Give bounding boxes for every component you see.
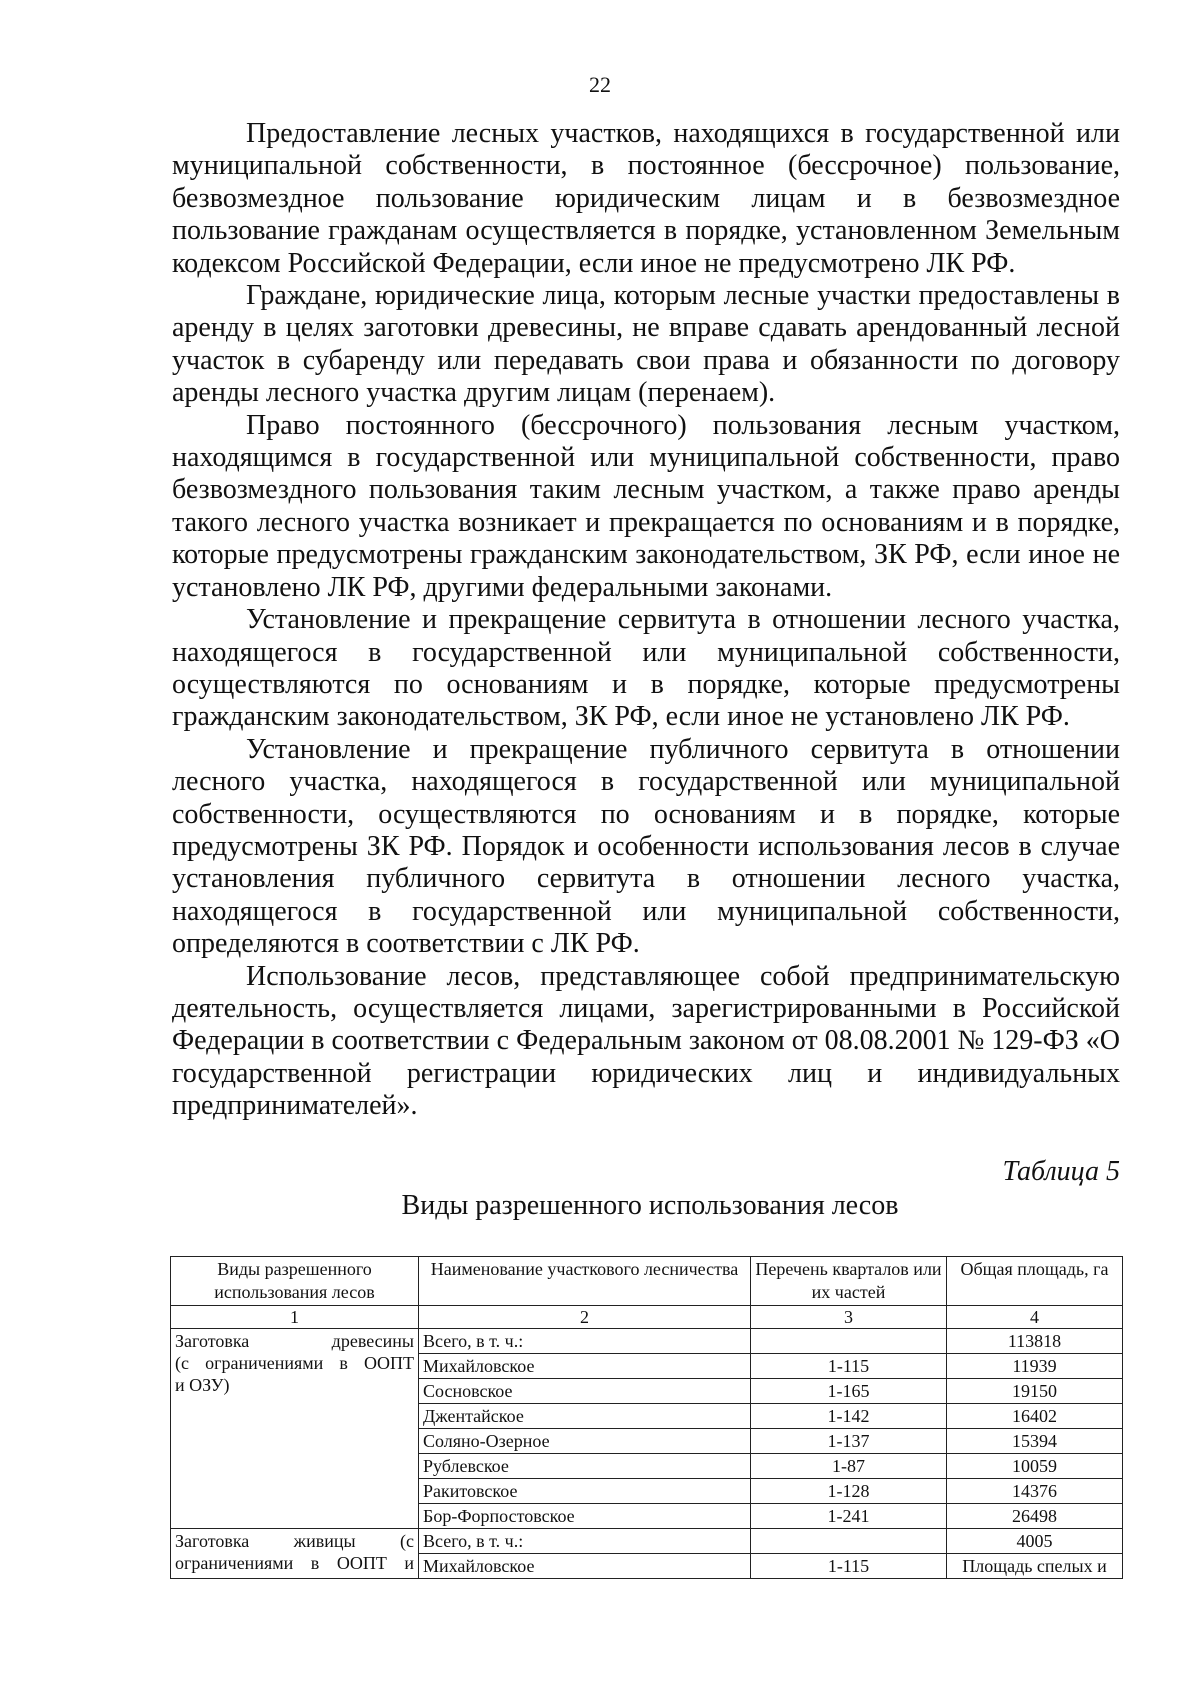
use-type-line: Заготовка живицы (с [175, 1531, 414, 1551]
area-cell: 113818 [947, 1329, 1123, 1354]
paragraph: Установление и прекращение публичного сервитута в отношении лесного участка, находящегося в государственной или муниципальной собственности, осуществляются по основаниям и в порядке, которые предусмотрены ЗК РФ. Порядок и особенности использования лесов в случае установления публичного сервитута в отношении лесного участка, находящегося в государственной или муниципальной собственности, определяются в соответствии с ЛК РФ. [172, 733, 1120, 960]
quarters-cell: 1-115 [751, 1554, 947, 1579]
table-body [171, 1329, 1123, 1579]
quarters-cell: 1-137 [751, 1429, 947, 1454]
forestry-cell: Всего, в т. ч.: [419, 1529, 751, 1554]
quarters-cell: 1-142 [751, 1404, 947, 1429]
quarters-cell: 1-241 [751, 1504, 947, 1529]
area-cell: 26498 [947, 1504, 1123, 1529]
forestry-cell: Сосновское [419, 1379, 751, 1404]
table-container [170, 1256, 1122, 1579]
use-type-line: и ОЗУ) [175, 1375, 230, 1395]
use-type-cell [171, 1329, 419, 1529]
column-header: Виды разрешенного использования лесов [171, 1257, 419, 1306]
forestry-cell: Бор-Форпостовское [419, 1504, 751, 1529]
quarters-cell: 1-165 [751, 1379, 947, 1404]
column-header: Общая площадь, га [947, 1257, 1123, 1306]
paragraph: Установление и прекращение сервитута в отношении лесного участка, находящегося в государственной или муниципальной собственности, осуществляются по основаниям и в порядке, которые предусмотрены гражданским законодательством, ЗК РФ, если иное не установлено ЛК РФ. [172, 604, 1120, 733]
paragraph: Право постоянного (бессрочного) пользования лесным участком, находящимся в государственной или муниципальной собственности, право безвозмездного пользования таким лесным участком, а также право аренды такого лесного участка возникает и прекращается по основаниям и в порядке, которые предусмотрены гражданским законодательством, ЗК РФ, если иное не установлено ЛК РФ, другими федеральными законами. [172, 409, 1120, 603]
column-number: 1 [171, 1306, 419, 1329]
table-caption: Таблица 5 [1002, 1156, 1120, 1187]
forestry-cell: Соляно-Озерное [419, 1429, 751, 1454]
use-type-cell [171, 1529, 419, 1579]
area-cell: 14376 [947, 1479, 1123, 1504]
quarters-cell: 1-128 [751, 1479, 947, 1504]
paragraph: Предоставление лесных участков, находящихся в государственной или муниципальной собственности, в постоянное (бессрочное) пользование, безвозмездное пользование юридическим лицам и в безвозмездное пользование гражданам осуществляется в порядке, установленном Земельным кодексом Российской Федерации, если иное не предусмотрено ЛК РФ. [172, 118, 1120, 279]
paragraph: Использование лесов, представляющее собой предпринимательскую деятельность, осуществляется лицами, зарегистрированными в Российской Федерации в соответствии с Федеральным законом от 08.08.2001 № 129-ФЗ «О государственной регистрации юридических лиц и индивидуальных предпринимателей». [172, 960, 1120, 1122]
area-cell: 15394 [947, 1429, 1123, 1454]
page-number: 22 [589, 72, 611, 97]
forestry-cell: Михайловское [419, 1554, 751, 1579]
area-cell: Площадь спелых и [947, 1554, 1123, 1579]
use-type-line: (с ограничениями в ООПТ [175, 1353, 414, 1373]
forestry-cell: Джентайское [419, 1404, 751, 1429]
forestry-cell: Михайловское [419, 1354, 751, 1379]
table-title: Виды разрешенного использования лесов [401, 1190, 899, 1221]
land-use-table [170, 1256, 1123, 1579]
quarters-cell: 1-115 [751, 1354, 947, 1379]
forestry-cell: Всего, в т. ч.: [419, 1329, 751, 1354]
column-number: 3 [751, 1306, 947, 1329]
area-cell: 10059 [947, 1454, 1123, 1479]
quarters-cell [751, 1529, 947, 1554]
quarters-cell [751, 1329, 947, 1354]
use-type-line: ограничениями в ООПТ и [175, 1553, 414, 1573]
column-header: Наименование участкового лесничества [419, 1257, 751, 1306]
area-cell: 11939 [947, 1354, 1123, 1379]
column-number: 2 [419, 1306, 751, 1329]
column-number: 4 [947, 1306, 1123, 1329]
use-type-line: Заготовка древесины [175, 1331, 414, 1351]
column-header: Перечень кварталов или их частей [751, 1257, 947, 1306]
forestry-cell: Рублевское [419, 1454, 751, 1479]
area-cell: 16402 [947, 1404, 1123, 1429]
area-cell: 4005 [947, 1529, 1123, 1554]
paragraph: Граждане, юридические лица, которым лесные участки предоставлены в аренду в целях заготовки древесины, не вправе сдавать арендованный лесной участок в субаренду или передавать свои права и обязанности по договору аренды лесного участка другим лицам (перенаем). [172, 280, 1120, 409]
forestry-cell: Ракитовское [419, 1479, 751, 1504]
table-row [171, 1529, 1123, 1554]
body-text [172, 118, 1120, 1123]
table-row [171, 1329, 1123, 1354]
quarters-cell: 1-87 [751, 1454, 947, 1479]
area-cell: 19150 [947, 1379, 1123, 1404]
